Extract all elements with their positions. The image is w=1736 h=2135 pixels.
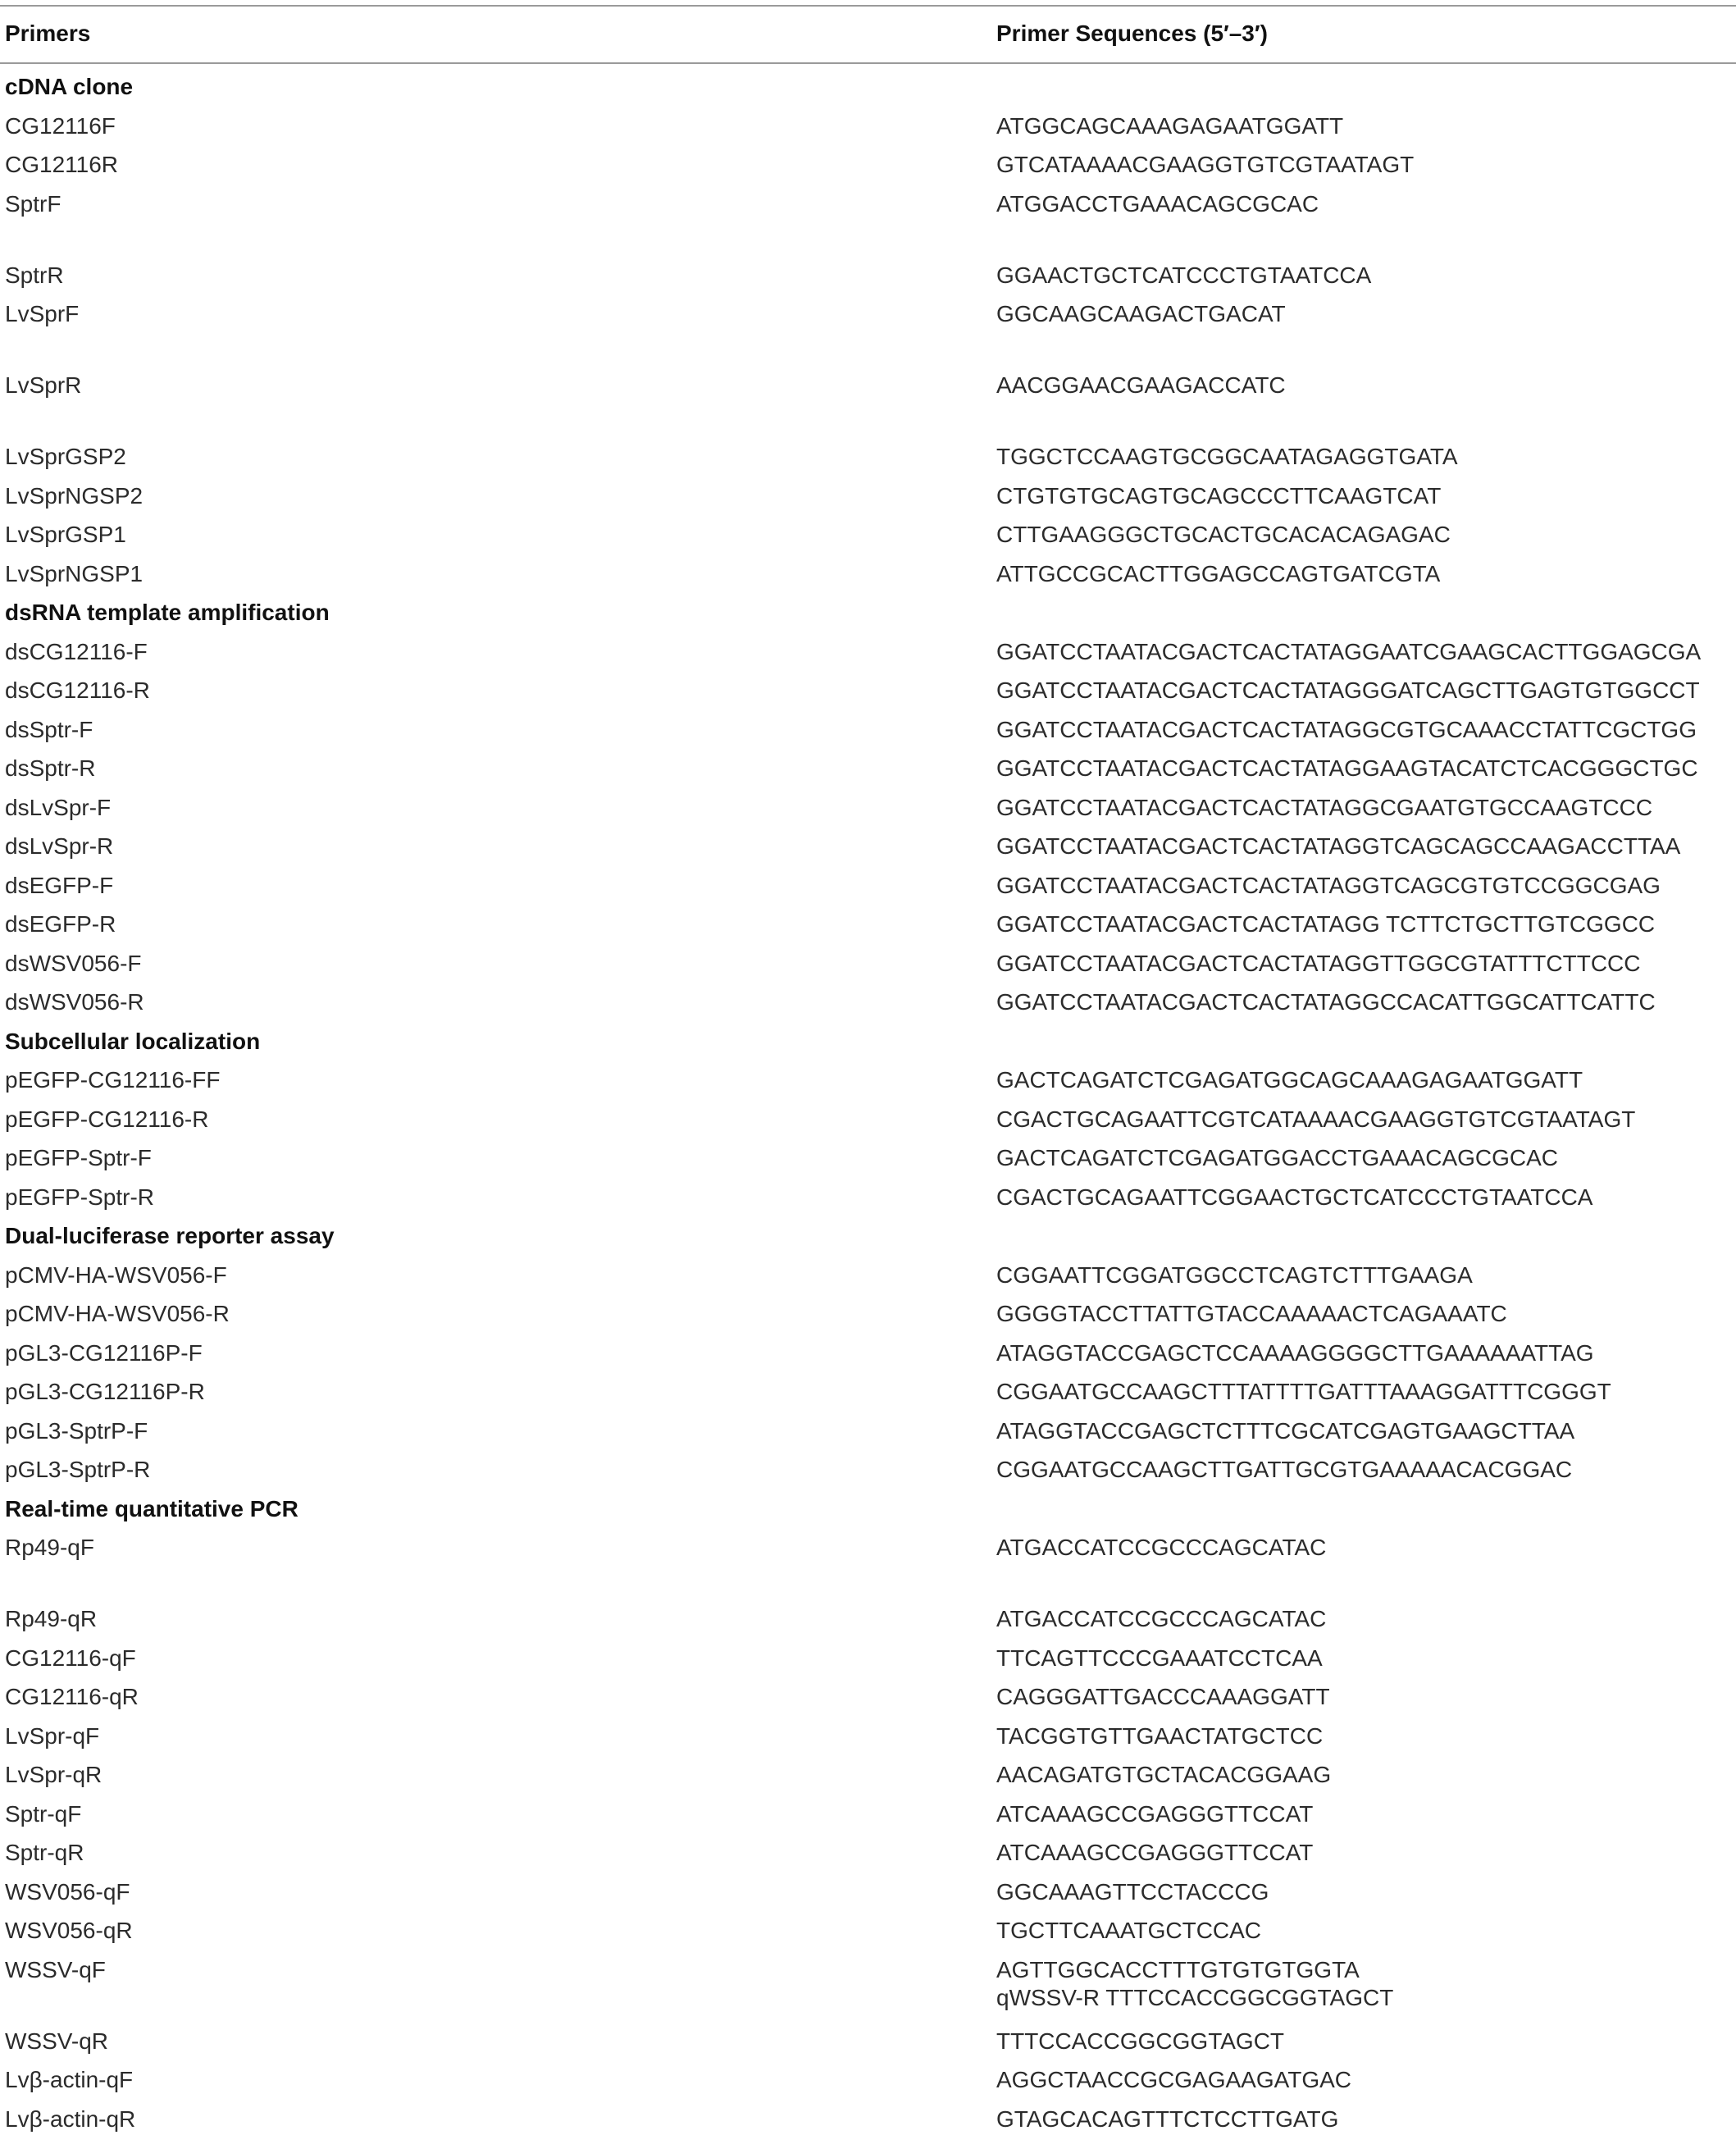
primer-name: LvSprR [5,372,81,399]
table-row [0,1097,1736,1136]
table-row [0,1175,1736,1214]
table-row [0,1869,1736,1909]
header-primer-sequences: Primer Sequences (5′–3′) [996,20,1268,48]
table-row [0,1057,1736,1097]
primer-name: LvSprGSP2 [5,443,126,471]
table-row [0,1908,1736,1947]
primer-sequence [996,872,1661,900]
primer-sequence-text: GGATCCTAATACGACTCACTATAGG TCTTCTGCTTGTCGGCC [996,911,1655,937]
primer-name: LvSpr-qR [5,1761,102,1789]
table-row [0,551,1736,591]
primer-name: pCMV-HA-WSV056-F [5,1261,227,1289]
primer-sequence-text: CTGTGTGCAGTGCAGCCCTTCAAGTCAT [996,483,1441,509]
table-row [0,1674,1736,1713]
primer-sequence-text: GTAGCACAGTTTCTCCTTGATG [996,2106,1338,2132]
table-row [0,1135,1736,1175]
primer-sequence-text: ATAGGTACCGAGCTCTTTCGCATCGAGTGAAGCTTAA [996,1418,1574,1444]
primer-sequence-text: AACGGAACGAAGACCATC [996,372,1286,398]
primer-sequence-text: CGACTGCAGAATTCGGAACTGCTCATCCCTGTAATCCA [996,1184,1592,1210]
primer-sequence [996,560,1440,588]
table-header [0,7,1736,64]
table-row [0,785,1736,824]
primer-sequence [996,910,1655,938]
primer-name: LvSprNGSP1 [5,560,143,588]
primer-sequence [996,950,1641,978]
primer-sequence-text: GGGGTACCTTATTGTACCAAAAACTCAGAAATC [996,1301,1507,1326]
primer-sequence-text: ATGACCATCCGCCCAGCATAC [996,1535,1326,1560]
table-row [0,1447,1736,1486]
primer-sequence-text: GGATCCTAATACGACTCACTATAGGCCACATTGGCATTCATTC [996,989,1656,1015]
primer-sequence-text: GGATCCTAATACGACTCACTATAGGAAGTACATCTCACGGGCTGC [996,755,1698,781]
section-title: Real-time quantitative PCR [5,1495,298,1523]
primer-name: dsWSV056-R [5,988,144,1016]
primer-name: pEGFP-CG12116-R [5,1106,208,1134]
primer-name: CG12116-qF [5,1645,136,1672]
primer-sequence [996,1534,1326,1562]
primer-name: WSV056-qF [5,1878,130,1906]
primer-name: pEGFP-Sptr-F [5,1144,152,1172]
primer-name: LvSprGSP1 [5,521,126,549]
primer-name: WSV056-qR [5,1917,133,1945]
primer-sequence [996,716,1697,744]
primer-name: LvSprNGSP2 [5,482,143,510]
primer-sequence-text: AACAGATGTGCTACACGGAAG [996,1762,1331,1787]
primer-sequence-text: ATGGACCTGAAACAGCGCAC [996,191,1319,217]
primer-sequence [996,482,1441,510]
primer-name: pGL3-CG12116P-R [5,1378,205,1406]
primer-name: Rp49-qR [5,1605,97,1633]
table-row [0,512,1736,551]
primer-sequence [996,1645,1323,1672]
primer-sequence-text: GGATCCTAATACGACTCACTATAGGCGAATGTGCCAAGTCCC [996,795,1652,820]
primer-name: dsLvSpr-F [5,794,111,822]
table-row [0,1830,1736,1869]
primer-name: pGL3-CG12116P-F [5,1339,203,1367]
table-row [0,901,1736,941]
table-row [0,434,1736,473]
primer-sequence-text: TGGCTCCAAGTGCGGCAATAGAGGTGATA [996,444,1458,469]
table-row [0,473,1736,513]
primer-sequence [996,794,1652,822]
primer-sequence-text: CAGGGATTGACCCAAAGGATT [996,1684,1330,1709]
primer-sequence-text: GGATCCTAATACGACTCACTATAGGTCAGCGTGTCCGGCGAG [996,873,1661,898]
primer-sequence [996,1144,1558,1172]
primer-sequence-text: ATCAAAGCCGAGGGTTCCAT [996,1801,1313,1827]
header-primers: Primers [5,20,90,48]
primer-name: Lvβ-actin-qR [5,2105,135,2133]
primer-sequence [996,300,1286,328]
primer-sequence-text: CTTGAAGGGCTGCACTGCACACAGAGAC [996,522,1451,547]
primer-name: CG12116R [5,151,118,179]
primer-sequence [996,1956,1393,2012]
primer-sequence [996,1917,1261,1945]
primer-sequence-text: AGGCTAACCGCGAGAAGATGAC [996,2067,1351,2092]
table-row [0,1635,1736,1675]
table-row [0,1596,1736,1635]
table-row [0,1291,1736,1330]
table-row [0,1947,1736,2019]
primer-name: CG12116F [5,112,116,140]
table-row [0,1408,1736,1448]
primer-name: WSSV-qF [5,1956,106,1984]
table-row [0,2057,1736,2096]
table-row [0,668,1736,707]
primer-sequence [996,833,1680,860]
primer-name: LvSprF [5,300,79,328]
table-row [0,746,1736,785]
primer-sequence [996,2028,1284,2055]
primer-name: Rp49-qF [5,1534,94,1562]
primer-sequence [996,2066,1351,2094]
primer-sequence-text: GACTCAGATCTCGAGATGGCAGCAAAGAGAATGGATT [996,1067,1583,1093]
primer-sequence-text: TACGGTGTTGAACTATGCTCC [996,1723,1323,1749]
primer-sequence-second-line: qWSSV-R TTTCCACCGGCGGTAGCT [996,1984,1393,2012]
primer-name: dsSptr-F [5,716,93,744]
section-header-row [0,590,1736,629]
table-row [0,291,1736,363]
primer-sequence-text: GGATCCTAATACGACTCACTATAGGTCAGCAGCCAAGACCTTAA [996,833,1680,859]
section-header-row [0,1019,1736,1058]
table-row [0,2019,1736,2058]
primer-sequence [996,755,1698,782]
table-row [0,2096,1736,2135]
section-title: dsRNA template amplification [5,599,330,627]
table-row [0,823,1736,863]
primer-sequence [996,1417,1574,1445]
table-row [0,181,1736,253]
primer-name: WSSV-qR [5,2028,108,2055]
table-row [0,863,1736,902]
primer-sequence-text: GGATCCTAATACGACTCACTATAGGAATCGAAGCACTTGGAGCGA [996,639,1701,664]
section-header-row [0,1213,1736,1252]
table-row [0,707,1736,746]
primer-name: pCMV-HA-WSV056-R [5,1300,230,1328]
primer-sequence [996,1106,1635,1134]
primer-sequence-text: CGGAATTCGGATGGCCTCAGTCTTTGAAGA [996,1262,1473,1288]
table-body [0,64,1736,2135]
table-row [0,1252,1736,1292]
table-row [0,979,1736,1019]
primer-sequence [996,1761,1331,1789]
primer-name: dsEGFP-R [5,910,116,938]
primer-sequence-text: GGATCCTAATACGACTCACTATAGGGATCAGCTTGAGTGTGGCCT [996,677,1700,703]
table-row [0,1752,1736,1791]
primer-sequence-text: GTCATAAAACGAAGGTGTCGTAATAGT [996,152,1414,177]
primer-sequence-text: GGCAAAGTTCCTACCCG [996,1879,1269,1905]
section-title: cDNA clone [5,73,133,101]
primer-sequence [996,262,1371,290]
table-row [0,253,1736,292]
primer-name: pGL3-SptrP-R [5,1456,150,1484]
primer-name: dsEGFP-F [5,872,113,900]
table-row [0,941,1736,980]
primer-sequence [996,988,1656,1016]
primer-sequence-text: CGGAATGCCAAGCTTGATTGCGTGAAAAACACGGAC [996,1457,1572,1482]
table-row [0,142,1736,181]
primer-sequence-text: TTCAGTTCCCGAAATCCTCAA [996,1645,1323,1671]
primer-sequence-text: GGATCCTAATACGACTCACTATAGGCGTGCAAACCTATTCGCTGG [996,717,1697,742]
primer-sequence-text: ATGGCAGCAAAGAGAATGGATT [996,113,1343,139]
primer-name: pEGFP-CG12116-FF [5,1066,220,1094]
primer-sequence [996,1878,1269,1906]
table-row [0,1525,1736,1596]
primer-sequence [996,151,1414,179]
primer-sequence [996,1261,1473,1289]
primer-sequence [996,638,1701,666]
primer-sequence [996,1800,1313,1828]
primer-name: Sptr-qR [5,1839,84,1867]
section-header-row [0,1486,1736,1526]
primer-name: Sptr-qF [5,1800,81,1828]
table-row [0,363,1736,434]
section-title: Dual-luciferase reporter assay [5,1222,335,1250]
primer-name: dsCG12116-R [5,677,150,705]
primer-sequence-text: ATTGCCGCACTTGGAGCCAGTGATCGTA [996,561,1440,586]
primer-sequence-text: CGACTGCAGAATTCGTCATAAAACGAAGGTGTCGTAATAGT [996,1106,1635,1132]
primer-name: CG12116-qR [5,1683,139,1711]
primer-sequence [996,1722,1323,1750]
primer-sequence [996,521,1451,549]
section-title: Subcellular localization [5,1028,260,1056]
primer-sequence-text: GGATCCTAATACGACTCACTATAGGTTGGCGTATTTCTTCCC [996,951,1641,976]
primer-sequence-text: AGTTGGCACCTTTGTGTGTGGTA [996,1957,1360,1982]
primer-name: pEGFP-Sptr-R [5,1184,154,1211]
primer-sequence [996,1184,1592,1211]
primer-sequence [996,1456,1572,1484]
primer-sequence [996,190,1319,218]
primer-sequence [996,1300,1507,1328]
primer-name: dsSptr-R [5,755,95,782]
primer-sequence [996,677,1700,705]
primer-name: dsWSV056-F [5,950,142,978]
table-row [0,1791,1736,1831]
section-header-row [0,64,1736,103]
primer-sequence [996,2105,1338,2133]
primer-sequence-text: CGGAATGCCAAGCTTTATTTTGATTTAAAGGATTTCGGGT [996,1379,1611,1404]
primer-sequence [996,1683,1330,1711]
table-row [0,1369,1736,1408]
primer-sequence [996,1605,1326,1633]
primer-sequence-text: ATGACCATCCGCCCAGCATAC [996,1606,1326,1631]
primer-sequence-text: ATAGGTACCGAGCTCCAAAAGGGGCTTGAAAAAATTAG [996,1340,1594,1366]
primer-sequence [996,443,1458,471]
primer-name: Lvβ-actin-qF [5,2066,133,2094]
primer-name: dsCG12116-F [5,638,148,666]
primer-sequence [996,1839,1313,1867]
primer-sequence [996,1066,1583,1094]
primer-name: LvSpr-qF [5,1722,99,1750]
primer-name: pGL3-SptrP-F [5,1417,148,1445]
table-row [0,1713,1736,1753]
table-row [0,629,1736,668]
primer-sequence [996,112,1343,140]
primer-name: SptrF [5,190,61,218]
primer-name: SptrR [5,262,64,290]
primer-sequence-text: GGCAAGCAAGACTGACAT [996,301,1286,326]
table-row [0,103,1736,143]
primer-sequence-text: TTTCCACCGGCGGTAGCT [996,2028,1284,2054]
primer-sequence-text: GGAACTGCTCATCCCTGTAATCCA [996,262,1371,288]
primer-sequence-text: GACTCAGATCTCGAGATGGACCTGAAACAGCGCAC [996,1145,1558,1170]
primer-name: dsLvSpr-R [5,833,113,860]
primer-sequence [996,1378,1611,1406]
primer-sequence [996,1339,1594,1367]
primer-sequence [996,372,1286,399]
primer-sequence-text: TGCTTCAAATGCTCCAC [996,1918,1261,1943]
primer-sequence-text: ATCAAAGCCGAGGGTTCCAT [996,1840,1313,1865]
table-row [0,1330,1736,1370]
